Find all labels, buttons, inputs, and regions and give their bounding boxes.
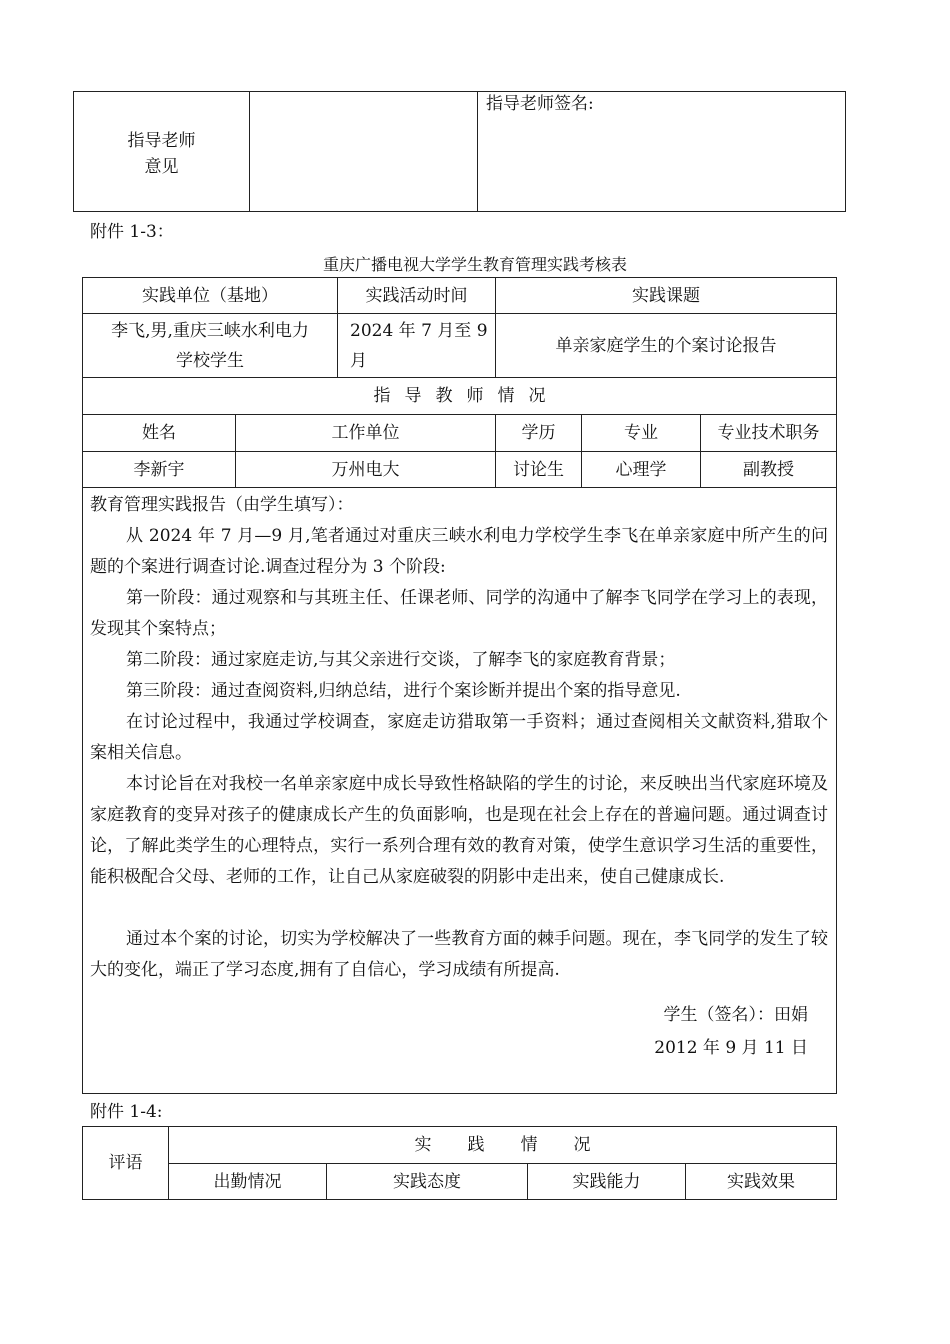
report-paragraph: 第一阶段：通过观察和与其班主任、任课老师、同学的沟通中了解李飞同学在学习上的表现，发现其个案特点；	[90, 588, 828, 639]
report-paragraph: 第二阶段：通过家庭走访,与其父亲进行交谈，了解李飞的家庭教育背景；	[126, 650, 676, 670]
report-paragraph: 第三阶段：通过查阅资料,归纳总结，进行个案诊断并提出个案的指导意见.	[126, 681, 681, 701]
header-work-unit: 工作单位	[331, 423, 400, 443]
comment-label: 评语	[108, 1153, 143, 1173]
header-practice-time: 实践活动时间	[365, 285, 468, 306]
table-rule	[82, 487, 837, 488]
advisor-opinion-label-line2: 意见	[144, 157, 179, 177]
teacher-name-value: 李新宇	[133, 459, 185, 480]
practice-time-line2: 月	[350, 351, 367, 371]
report-date: 2012 年 9 月 11 日	[654, 1038, 808, 1058]
ability-column: 实践能力	[572, 1171, 641, 1192]
attachment-1-4-label: 附件 1-4:	[90, 1102, 163, 1122]
advisor-opinion-label-line1: 指导老师	[127, 131, 196, 151]
report-paragraph: 从 2024 年 7 月—9 月,笔者通过对重庆三峡水利电力学校学生李飞在单亲家庭中所产生的问题的个案进行调查讨论.调查过程分为 3 个阶段:	[90, 526, 828, 577]
effect-column: 实践效果	[727, 1171, 795, 1192]
advisor-signature-label: 指导老师签名:	[486, 94, 594, 114]
header-teacher-name: 姓名	[142, 423, 176, 443]
teacher-section-title: 指导教师情况	[373, 386, 560, 406]
practice-time-value	[350, 316, 490, 376]
teacher-major-value: 心理学	[615, 459, 667, 480]
practice-unit-value	[83, 316, 337, 376]
practice-topic-value: 单亲家庭学生的个案讨论报告	[555, 335, 777, 356]
advisor-opinion-label	[74, 126, 249, 182]
attachment-1-3-label: 附件 1-3：	[90, 222, 174, 242]
table-divider	[249, 91, 250, 212]
report-paragraph: 通过本个案的讨论，切实为学校解决了一些教育方面的棘手问题。现在，李飞同学的发生了较大的变化，端正了学习态度,拥有了自信心，学习成绩有所提高.	[90, 929, 828, 980]
student-signature: 学生（签名）：田娟	[663, 1005, 808, 1025]
report-heading: 教育管理实践报告（由学生填写）：	[90, 495, 354, 515]
practice-situation-title: 实践情况	[414, 1135, 627, 1155]
teacher-education-value: 讨论生	[513, 459, 564, 480]
practice-unit-line1: 李飞,男,重庆三峡水利电力	[111, 321, 309, 341]
practice-unit-line2: 学校学生	[176, 351, 244, 371]
teacher-work-unit-value: 万州电大	[331, 459, 400, 480]
header-professional-title: 专业技术职务	[717, 423, 820, 443]
practice-time-line1: 2024 年 7 月至 9	[350, 321, 488, 341]
report-paragraph: 本讨论旨在对我校一名单亲家庭中成长导致性格缺陷的学生的讨论，来反映出当代家庭环境及家庭教育的变异对孩子的健康成长产生的负面影响，也是现在社会上存在的普遍问题。通过调查讨论，了解此类学生的心理特点，实行一系列合理有效的教育对策，使学生意识学习生活的重要性，能积极配合父母、老师的工作，让自己从家庭破裂的阴影中走出来，使自己健康成长.	[90, 774, 828, 887]
form-title: 重庆广播电视大学学生教育管理实践考核表	[322, 255, 627, 274]
header-practice-topic: 实践课题	[632, 285, 700, 306]
header-practice-unit: 实践单位（基地）	[142, 285, 278, 306]
attendance-column: 出勤情况	[213, 1171, 282, 1192]
header-education: 学历	[521, 423, 556, 443]
report-paragraph: 在讨论过程中，我通过学校调查，家庭走访猎取第一手资料；通过查阅相关文献资料,猎取个案相关信息。	[90, 712, 828, 763]
table-divider	[477, 91, 478, 212]
teacher-title-value: 副教授	[743, 459, 794, 480]
header-major: 专业	[624, 423, 658, 443]
attitude-column: 实践态度	[393, 1171, 461, 1192]
